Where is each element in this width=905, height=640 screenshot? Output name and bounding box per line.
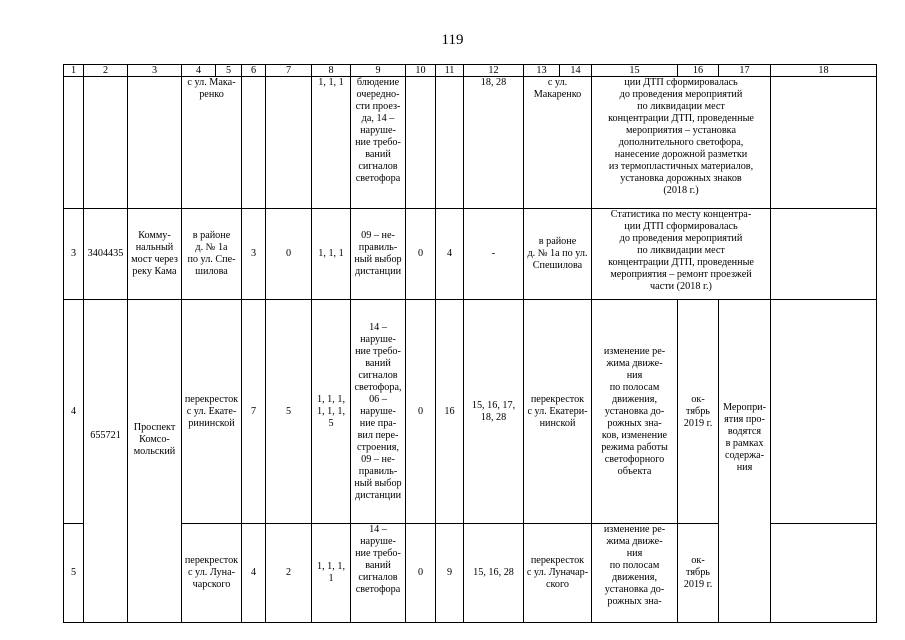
cell-col11: 9 (436, 524, 464, 623)
cell-road-name: Проспект Комсо- мольский (128, 300, 182, 623)
cell-col12: - (464, 209, 524, 300)
cell-road-name: Комму- нальный мост через реку Кама (128, 209, 182, 300)
table-row-3 (64, 209, 877, 300)
cell-deadline: ок- тябрь 2019 г. (678, 300, 719, 524)
cell-col12: 15, 16, 28 (464, 524, 524, 623)
cell-location-2: в районе д. № 1а по ул. Спешилова (524, 209, 592, 300)
col-header-4: 4 (182, 65, 216, 77)
cell-measures: изменение ре- жима движе- ния по полосам движения, установка до- рожных зна- (592, 524, 678, 623)
cell-col10: 0 (406, 300, 436, 524)
col-header-8: 8 (312, 65, 351, 77)
col-header-9: 9 (351, 65, 406, 77)
column-number-row (64, 65, 877, 77)
table-row-4 (64, 300, 877, 524)
cell-col11: 4 (436, 209, 464, 300)
cell-violation-types: блюдение очередно- сти проез- да, 14 – наруше- ние требо- ваний сигналов светофора (351, 77, 406, 209)
col-header-15: 15 (592, 65, 678, 77)
col-header-16: 16 (678, 65, 719, 77)
cell-measures: изменение ре- жима движе- ния по полосам движения, установка до- рожных зна- ков, изменение режима работы светофорного объекта (592, 300, 678, 524)
cell-col12: 15, 16, 17, 18, 28 (464, 300, 524, 524)
cell-road-id: 3404435 (84, 209, 128, 300)
cell-col8: 1, 1, 1, 1 (312, 524, 351, 623)
cell-col11 (436, 77, 464, 209)
col-header-5: 5 (216, 65, 242, 77)
cell-funding-note: Меропри- ятия про- водятся в рамках содержа- ния (719, 300, 771, 623)
cell-location: в районе д. № 1а по ул. Спе- шилова (182, 209, 242, 300)
cell-row-number: 5 (64, 524, 84, 623)
col-header-14: 14 (560, 65, 592, 77)
accident-sites-table (63, 64, 877, 623)
cell-col7 (266, 77, 312, 209)
cell-col7: 2 (266, 524, 312, 623)
cell-col10 (406, 77, 436, 209)
cell-violation-types: 14 – наруше- ние требо- ваний сигналов светофора, 06 – наруше- ние пра- вил пере- строения, 09 – не- правиль- ный выбор дистанции (351, 300, 406, 524)
cell-row-number: 3 (64, 209, 84, 300)
cell-col18 (771, 300, 877, 524)
cell-measures: Статистика по месту концентра- ции ДТП сформировалась до проведения мероприятий по ликвидации мест концентрации ДТП, проведенные мероприятия – ремонт проезжей части (2018 г.) (592, 209, 771, 300)
cell-location-2: перекресток с ул. Луначар- ского (524, 524, 592, 623)
cell-location: перекресток с ул. Луна- чарского (182, 524, 242, 623)
cell-location: перекресток с ул. Екате- рининской (182, 300, 242, 524)
cell-col1 (64, 77, 84, 209)
cell-row-number: 4 (64, 300, 84, 524)
cell-col10: 0 (406, 524, 436, 623)
col-header-3: 3 (128, 65, 182, 77)
cell-col6: 4 (242, 524, 266, 623)
col-header-6: 6 (242, 65, 266, 77)
col-header-17: 17 (719, 65, 771, 77)
col-header-2: 2 (84, 65, 128, 77)
col-header-13: 13 (524, 65, 560, 77)
cell-col7: 0 (266, 209, 312, 300)
cell-col8: 1, 1, 1 (312, 77, 351, 209)
cell-location: с ул. Мака- ренко (182, 77, 242, 209)
page-number: 119 (441, 32, 464, 48)
cell-col8: 1, 1, 1, 1, 1, 1, 5 (312, 300, 351, 524)
cell-col18 (771, 77, 877, 209)
cell-col12: 18, 28 (464, 77, 524, 209)
cell-col6: 3 (242, 209, 266, 300)
col-header-12: 12 (464, 65, 524, 77)
cell-col6 (242, 77, 266, 209)
cell-col8: 1, 1, 1 (312, 209, 351, 300)
col-header-18: 18 (771, 65, 877, 77)
cell-col7: 5 (266, 300, 312, 524)
cell-violation-types: 14 – наруше- ние требо- ваний сигналов светофора (351, 524, 406, 623)
cell-col11: 16 (436, 300, 464, 524)
cell-col18 (771, 209, 877, 300)
cell-location-2: с ул. Макаренко (524, 77, 592, 209)
cell-col3 (128, 77, 182, 209)
cell-measures: ции ДТП сформировалась до проведения мероприятий по ликвидации мест концентрации ДТП, проведенные мероприятия – установка дополнительного светофора, нанесение дорожной разметки из термопластичных материалов, установка дорожных знаков (2018 г.) (592, 77, 771, 209)
cell-col18 (771, 524, 877, 623)
table-row-continued (64, 77, 877, 209)
col-header-7: 7 (266, 65, 312, 77)
cell-col10: 0 (406, 209, 436, 300)
cell-violation-types: 09 – не- правиль- ный выбор дистанции (351, 209, 406, 300)
cell-location-2: перекресток с ул. Екатери- нинской (524, 300, 592, 524)
cell-road-id: 655721 (84, 300, 128, 623)
col-header-1: 1 (64, 65, 84, 77)
cell-col2 (84, 77, 128, 209)
cell-deadline: ок- тябрь 2019 г. (678, 524, 719, 623)
col-header-10: 10 (406, 65, 436, 77)
col-header-11: 11 (436, 65, 464, 77)
cell-col6: 7 (242, 300, 266, 524)
